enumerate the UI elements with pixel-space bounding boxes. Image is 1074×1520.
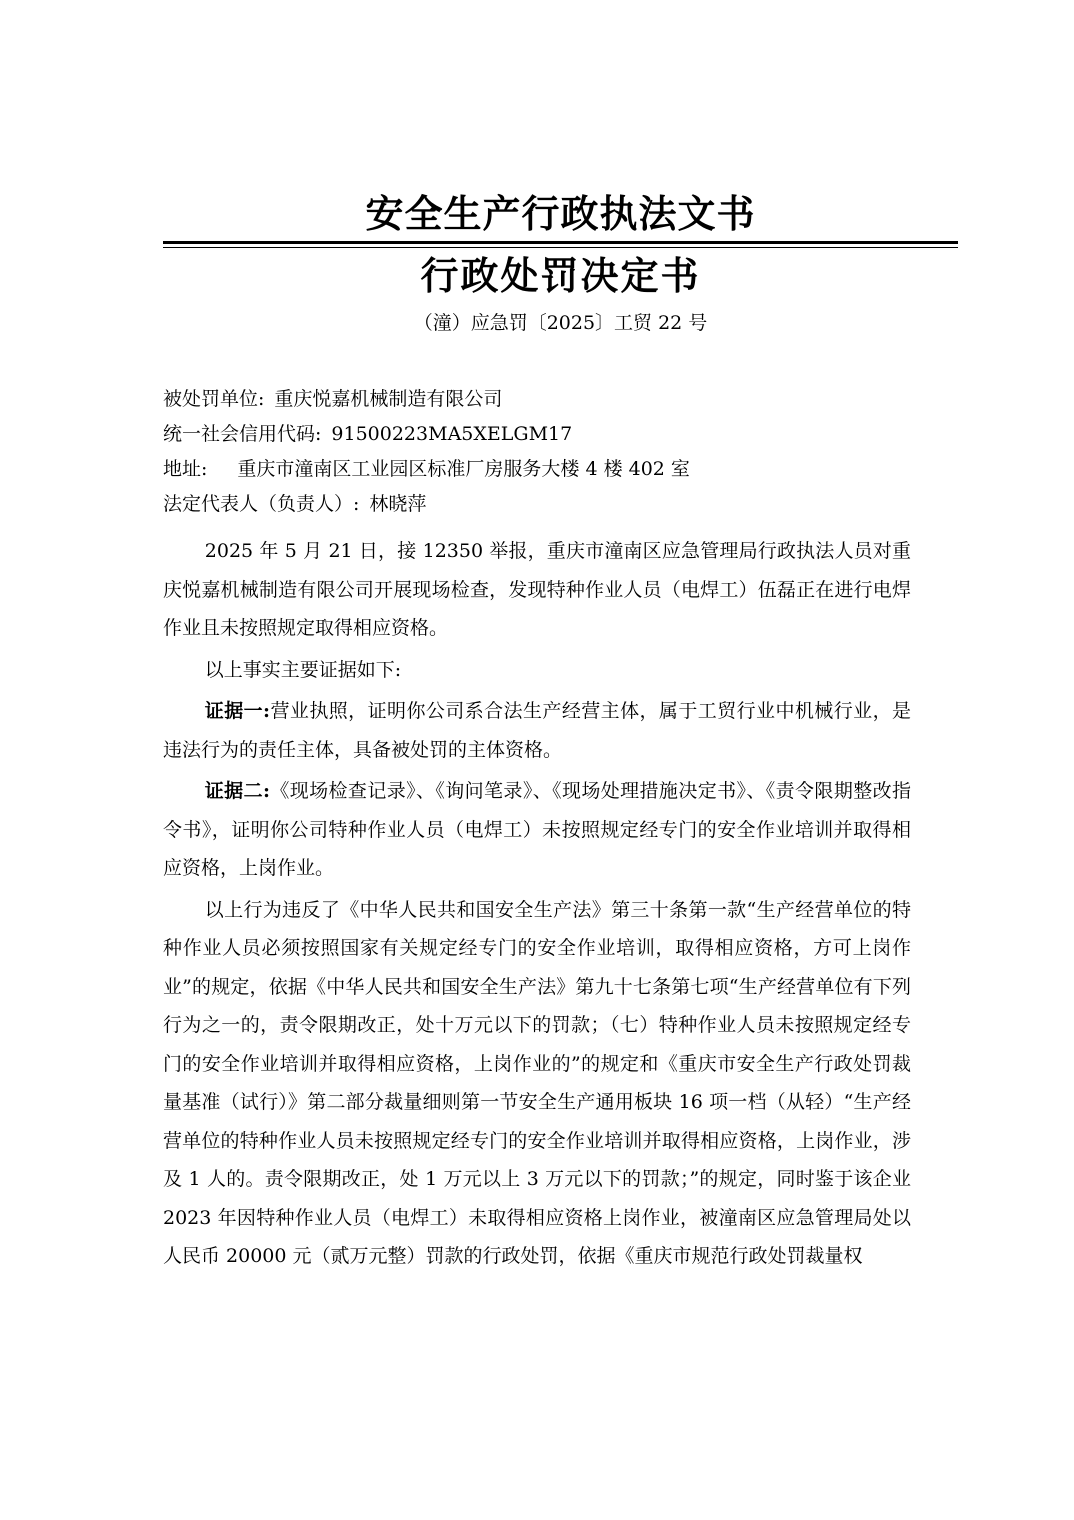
document-title: 安全生产行政执法文书 — [365, 191, 756, 236]
party-credit-line — [163, 417, 923, 452]
header-rule-thick — [163, 241, 958, 244]
paragraph-evidence-1 — [163, 692, 911, 769]
party-info — [163, 382, 923, 522]
evidence-2-label: 证据二: — [204, 780, 270, 802]
paragraph-evidence-2 — [163, 772, 911, 888]
party-rep-label: 法定代表人（负责人）: — [163, 493, 360, 515]
party-rep-value: 林晓萍 — [369, 493, 427, 515]
evidence-1-text: 营业执照，证明你公司系合法生产经营主体，属于工贸行业中机械行业，是违法行为的责任主体，具备被处罚的主体资格。 — [163, 700, 911, 761]
party-address-label: 地址: — [163, 458, 208, 480]
paragraph-legal-basis: 以上行为违反了《中华人民共和国安全生产法》第三十条第一款“生产经营单位的特种作业人员必须按照国家有关规定经专门的安全作业培训，取得相应资格，方可上岗作业”的规定，依据《中华人民共和国安全生产法》第九十七条第七项“生产经营单位有下列行为之一的，责令限期改正，处十万元以下的罚款；（七）特种作业人员未按照规定经专门的安全作业培训并取得相应资格，上岗作业的”的规定和《重庆市安全生产行政处罚裁量基准（试行）》第二部分裁量细则第一节安全生产通用板块 16 项一档（从轻）“生产经营单位的特种作业人员未按照规定经专门的安全作业培训并取得相应资格，上岗作业，涉及 1 人的。责令限期改正，处 1 万元以上 3 万元以下的罚款；”的规定，同时鉴于该企业 2023 年因特种作业人员（电焊工）未取得相应资格上岗作业，被潼南区应急管理局处以人民币 20000 元（贰万元整）罚款的行政处罚，依据《重庆市规范行政处罚裁量权 — [163, 898, 911, 1267]
document-subtitle: 行政处罚决定书 — [420, 253, 701, 298]
party-address-line — [163, 452, 923, 487]
party-unit-line — [163, 382, 923, 417]
party-unit-value: 重庆悦嘉机械制造有限公司 — [274, 388, 503, 410]
evidence-1-label: 证据一: — [204, 700, 271, 722]
party-address-value: 重庆市潼南区工业园区标准厂房服务大楼 4 楼 402 室 — [237, 458, 690, 480]
party-rep-line — [163, 487, 923, 522]
paragraph-evidence-intro: 以上事实主要证据如下: — [204, 658, 402, 681]
document-body — [163, 532, 911, 1276]
party-credit-label: 统一社会信用代码: — [163, 423, 322, 445]
party-unit-label: 被处罚单位: — [163, 388, 265, 410]
paragraph-facts: 2025 年 5 月 21 日，接 12350 举报，重庆市潼南区应急管理局行政执法人员对重庆悦嘉机械制造有限公司开展现场检查，发现特种作业人员（电焊工）伍磊正在进行电焊作业且未按照规定取得相应资格。 — [163, 540, 911, 639]
evidence-2-text: 《现场检查记录》、《询问笔录》、《现场处理措施决定书》、《责令限期整改指令书》，证明你公司特种作业人员（电焊工）未按照规定经专门的安全作业培训并取得相应资格，上岗作业。 — [163, 780, 911, 879]
header-rule-thin — [163, 247, 958, 248]
document-header — [163, 190, 958, 302]
document-number: （潼）应急罚〔2025〕工贸 22 号 — [413, 312, 708, 334]
party-credit-value: 91500223MA5XELGM17 — [331, 423, 573, 445]
